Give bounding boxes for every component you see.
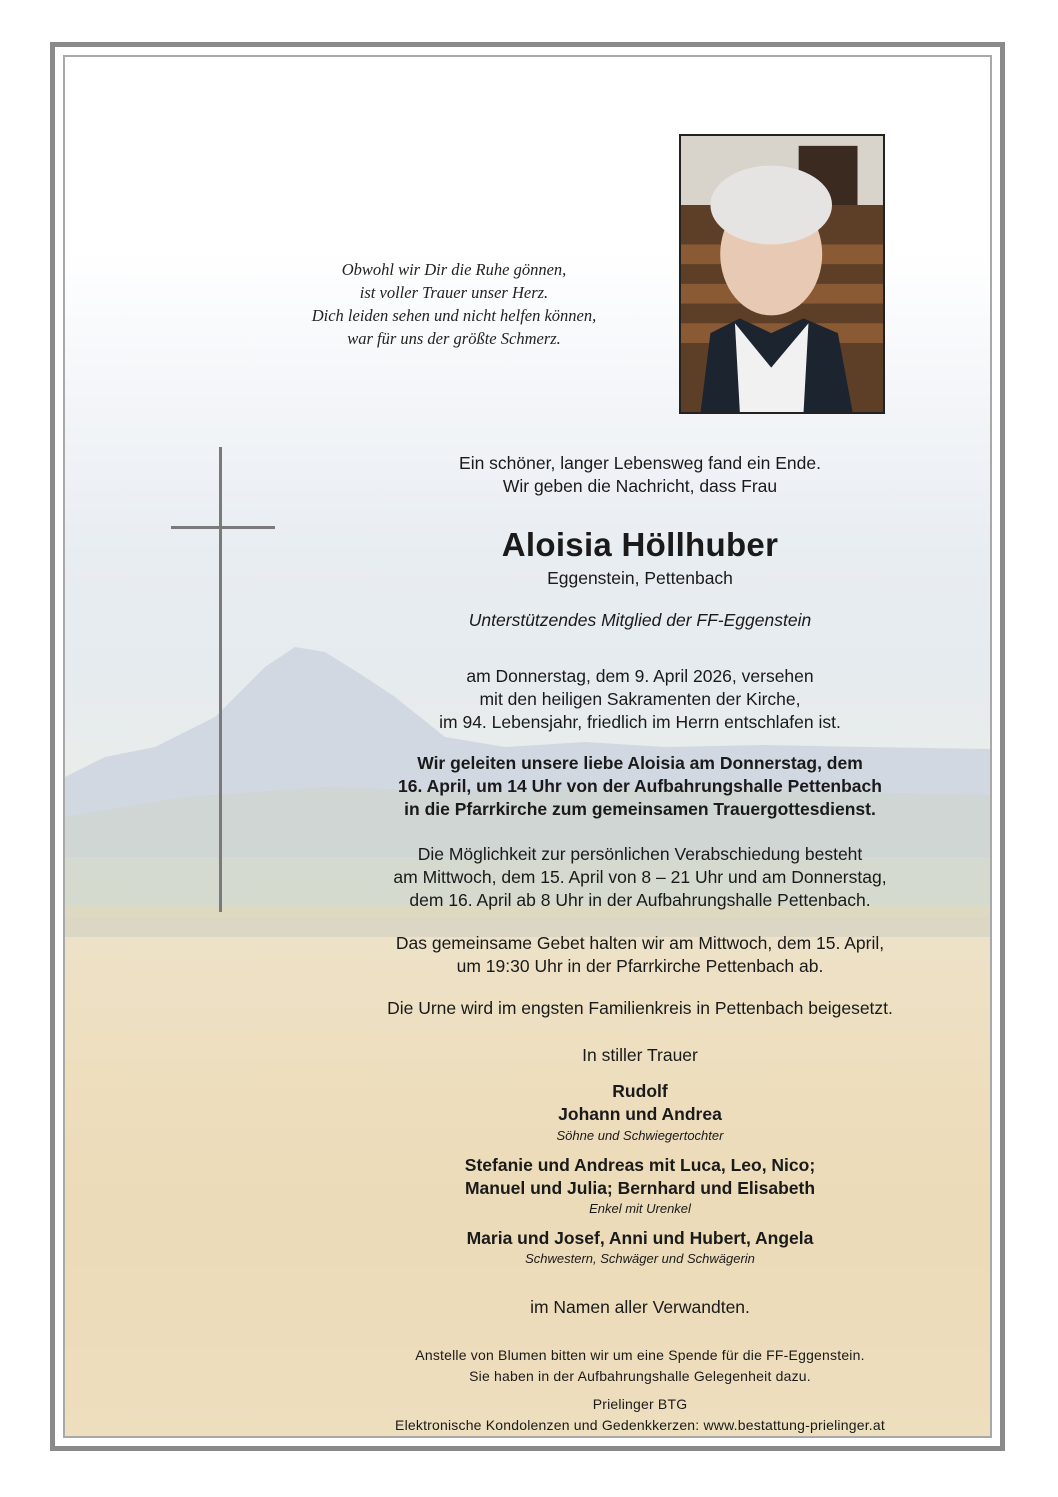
mourning-label: In stiller Trauer bbox=[582, 1045, 698, 1065]
prayer-line: um 19:30 Uhr in der Pfarrkirche Pettenbach ab. bbox=[456, 956, 824, 976]
death-notice-line: mit den heiligen Sakramenten der Kirche, bbox=[479, 689, 801, 709]
mourner-relation: Enkel mit Urenkel bbox=[589, 1201, 691, 1216]
mourner-relation: Söhne und Schwiegertochter bbox=[556, 1128, 724, 1143]
mourner-group-grandchildren bbox=[330, 1154, 950, 1200]
poem bbox=[254, 258, 654, 350]
funeral-line: 16. April, um 14 Uhr von der Aufbahrungshalle Pettenbach bbox=[398, 776, 882, 796]
farewell-line: am Mittwoch, dem 15. April von 8 – 21 Uhr und am Donnerstag, bbox=[393, 867, 887, 887]
poem-line: Dich leiden sehen und nicht helfen können, bbox=[311, 306, 597, 325]
funeral-line: Wir geleiten unsere liebe Aloisia am Donnerstag, dem bbox=[417, 753, 863, 773]
funeral-company: Prielinger BTG bbox=[592, 1396, 688, 1412]
mourner-name: Maria und Josef, Anni und Hubert, Angela bbox=[466, 1228, 814, 1248]
footer bbox=[330, 1394, 950, 1436]
mourner-group-sons bbox=[330, 1080, 950, 1126]
funeral-line: in die Pfarrkirche zum gemeinsamen Trauergottesdienst. bbox=[404, 799, 876, 819]
mourner-relation: Schwestern, Schwäger und Schwägerin bbox=[525, 1251, 755, 1266]
prayer-info bbox=[330, 932, 950, 978]
mourner-name: Manuel und Julia; Bernhard und Elisabeth bbox=[464, 1178, 816, 1198]
donation-line: Sie haben in der Aufbahrungshalle Gelegenheit dazu. bbox=[469, 1368, 811, 1384]
closing-line: im Namen aller Verwandten. bbox=[530, 1297, 750, 1317]
farewell-info bbox=[330, 843, 950, 912]
mourner-group-siblings bbox=[330, 1227, 950, 1250]
intro-line: Ein schöner, langer Lebensweg fand ein Ende. bbox=[459, 453, 821, 473]
cross-icon-bar bbox=[171, 526, 275, 529]
mourner-name: Rudolf bbox=[612, 1081, 668, 1101]
deceased-name: Aloisia Höllhuber bbox=[501, 526, 779, 563]
farewell-line: dem 16. April ab 8 Uhr in der Aufbahrungshalle Pettenbach. bbox=[409, 890, 871, 910]
deceased-location: Eggenstein, Pettenbach bbox=[547, 568, 733, 588]
death-notice-line: am Donnerstag, dem 9. April 2026, versehen bbox=[466, 666, 814, 686]
poem-line: war für uns der größte Schmerz. bbox=[347, 329, 561, 348]
death-notice-line: im 94. Lebensjahr, friedlich im Herrn entschlafen ist. bbox=[439, 712, 841, 732]
farewell-line: Die Möglichkeit zur persönlichen Verabschiedung besteht bbox=[417, 844, 863, 864]
prayer-line: Das gemeinsame Gebet halten wir am Mittwoch, dem 15. April, bbox=[395, 933, 885, 953]
mourner-name: Stefanie und Andreas mit Luca, Leo, Nico; bbox=[464, 1155, 816, 1175]
mourner-name: Johann und Andrea bbox=[558, 1104, 722, 1124]
intro-text bbox=[330, 452, 950, 498]
condolence-link[interactable]: Elektronische Kondolenzen und Gedenkkerzen: www.bestattung-prielinger.at bbox=[395, 1417, 885, 1433]
poem-line: ist voller Trauer unser Herz. bbox=[359, 283, 549, 302]
intro-line: Wir geben die Nachricht, dass Frau bbox=[502, 476, 778, 496]
donation-line: Anstelle von Blumen bitten wir um eine Spende für die FF-Eggenstein. bbox=[415, 1347, 865, 1363]
portrait-photo bbox=[679, 134, 885, 414]
urn-info: Die Urne wird im engsten Familienkreis in Pettenbach beigesetzt. bbox=[387, 998, 893, 1018]
cross-icon bbox=[219, 447, 222, 912]
funeral-info bbox=[330, 752, 950, 821]
poem-line: Obwohl wir Dir die Ruhe gönnen, bbox=[341, 260, 567, 279]
death-notice bbox=[330, 665, 950, 734]
donation-note bbox=[330, 1345, 950, 1387]
deceased-membership: Unterstützendes Mitglied der FF-Eggenstein bbox=[468, 610, 812, 630]
